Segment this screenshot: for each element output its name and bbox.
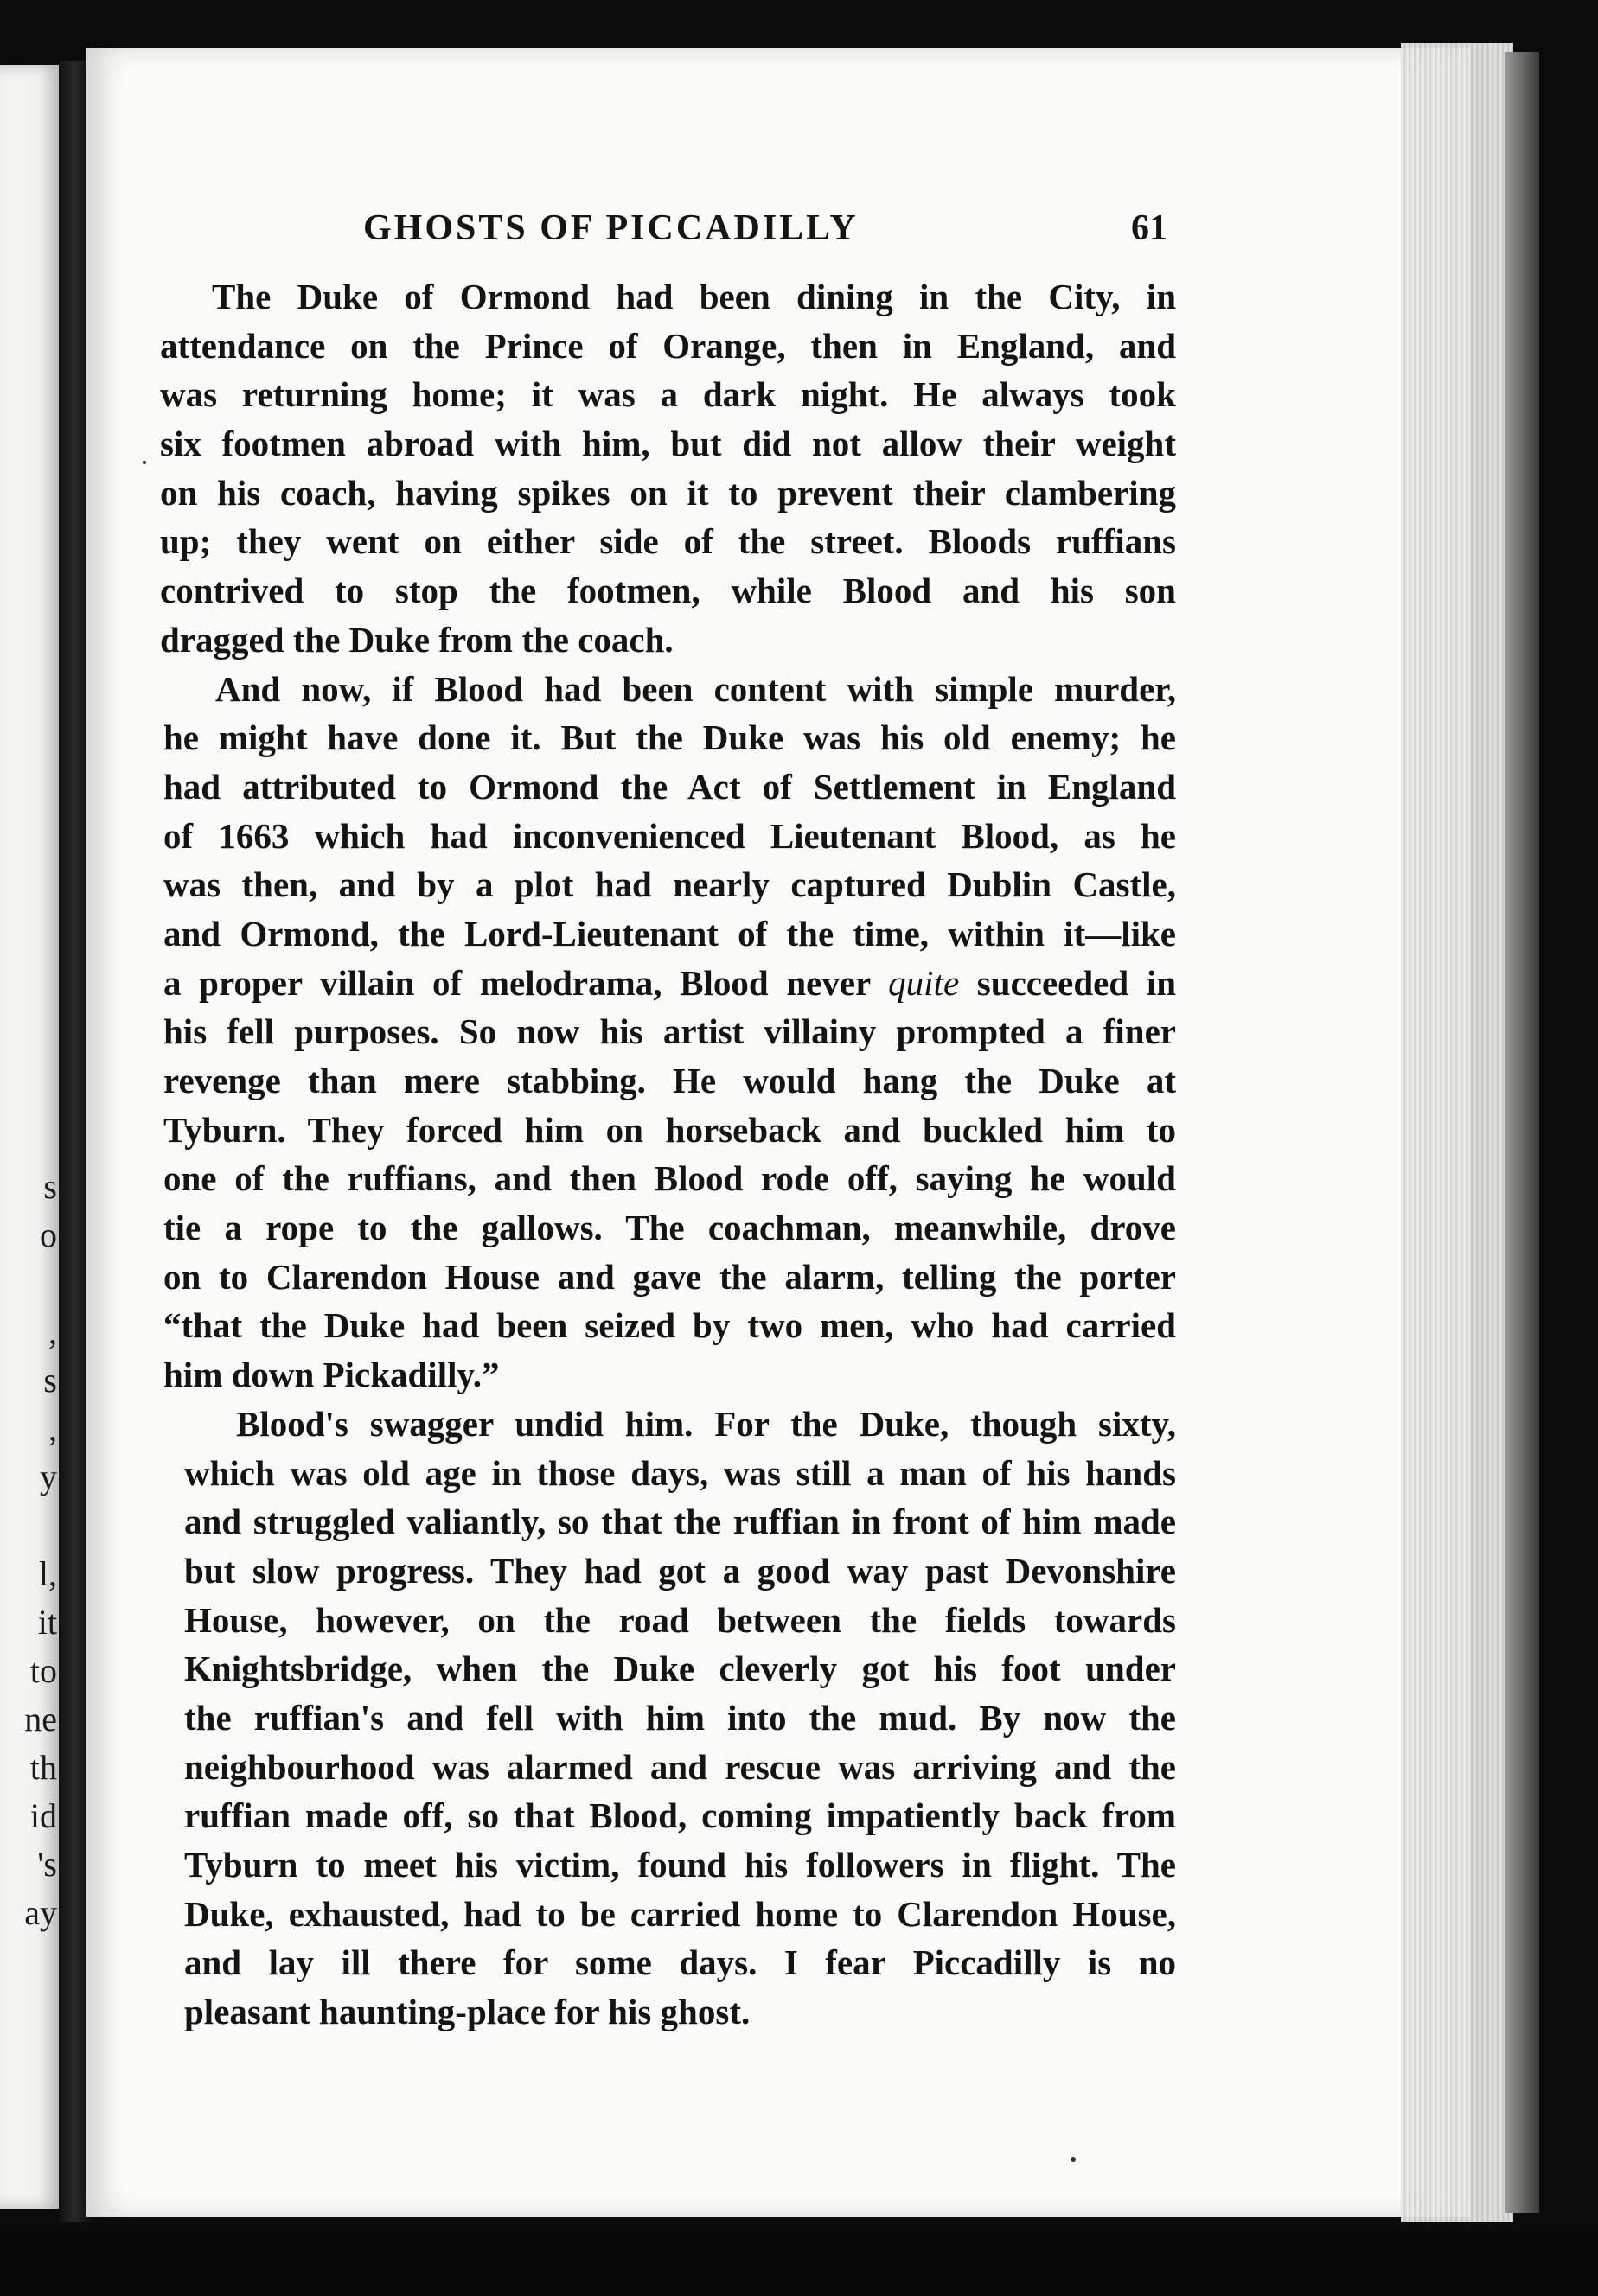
text-line: had attributed to Ormond the Act of Settlement in England [163,766,1176,807]
fragment-line: , [48,1312,57,1351]
text-line: contrived to stop the footmen, while Blood and his son [160,571,1176,611]
fragment-line: y [40,1457,57,1496]
text-line: dragged the Duke from the coach. [160,619,674,660]
text-line: on to Clarendon House and gave the alarm, telling the porter [163,1256,1176,1297]
text-line: six footmen abroad with him, but did not allow their weight [160,424,1176,464]
running-title: GHOSTS OF PICCADILLY [363,208,859,248]
text-line: his fell purposes. So now his artist villainy prompted a finer [163,1011,1176,1052]
page-leaves-shadow [1505,52,1539,2213]
text-line: but slow progress. They had got a good way past Devonshire [184,1550,1176,1591]
text-line: Tyburn. They forced him on horseback and buckled him to [163,1109,1176,1150]
paragraph-3 [184,1400,1176,2037]
fragment-line: it [37,1603,57,1642]
fragment-line: ne [24,1700,57,1738]
ink-speck [1071,2157,1076,2162]
text-line: him down Pickadilly.” [163,1355,500,1395]
text-line: one of the ruffians, and then Blood rode off, saying he would [163,1158,1176,1199]
text-line: Knightsbridge, when the Duke cleverly got his foot under [184,1649,1176,1689]
text-line: and lay ill there for some days. I fear Piccadilly is no [184,1942,1176,1983]
text-line: attendance on the Prince of Orange, then in England, and [160,325,1176,366]
running-header [363,207,1167,259]
text-line: up; they went on either side of the street. Bloods ruffians [160,521,1176,562]
text-line: and struggled valiantly, so that the ruffian in front of him made [184,1502,1176,1542]
page-body-text [160,272,1176,2037]
fragment-line [0,1260,61,1308]
ink-speck [143,461,146,464]
text-line: Blood's swagger undid him. For the Duke, though sixty, [236,1403,1176,1444]
text-line: ruffian made off, so that Blood, coming impatiently back from [184,1795,1176,1836]
previous-page-text-fragments [0,1163,61,1937]
text-line: he might have done it. But the Duke was his old enemy; he [163,718,1176,758]
fragment-line: o [40,1215,57,1254]
text-line: was returning home; it was a dark night. He always took [160,374,1176,415]
text-line: tie a rope to the gallows. The coachman, meanwhile, drove [163,1208,1176,1248]
fragment-line: ay [24,1893,57,1932]
text-line: “that the Duke had been seized by two men, who had carried [163,1305,1176,1346]
text-line: and Ormond, the Lord-Lieutenant of the time, within it—like [163,913,1176,953]
fragment-line: th [29,1748,57,1787]
fragment-line [0,1502,61,1550]
text-line: the ruffian's and fell with him into the mud. By now the [184,1697,1176,1738]
fragment-line: l, [38,1554,57,1593]
previous-page-edge [0,65,62,2209]
text-line: House, however, on the road between the fields towards [184,1599,1176,1640]
text-line: was then, and by a plot had nearly captured Dublin Castle, [163,864,1176,905]
book-gutter [59,61,90,2222]
paragraph-2 [163,665,1176,1400]
paragraph-1 [160,272,1176,665]
text-line: neighbourhood was alarmed and rescue was arriving and the [184,1746,1176,1787]
fragment-line: 's [37,1845,57,1884]
text-line: Tyburn to meet his victim, found his followers in flight. The [184,1845,1176,1885]
text-line: Duke, exhausted, had to be carried home to Clarendon House, [184,1893,1176,1934]
text-line: which was old age in those days, was still a man of his hands [184,1452,1176,1493]
text-line: pleasant haunting-place for his ghost. [184,1992,751,2032]
fragment-line: s [43,1361,57,1400]
page-leaves-edge [1401,43,1513,2222]
text-line: And now, if Blood had been content with simple murder, [215,668,1176,709]
fragment-line: s [43,1167,57,1206]
italic-word: quite [888,962,960,1003]
text-segment: a proper villain of melodrama, Blood never [163,962,889,1003]
text-line: of 1663 which had inconvenienced Lieutenant Blood, as he [163,815,1176,856]
text-line-with-italic [163,959,1176,1008]
fragment-line: id [29,1796,57,1835]
text-segment: succeeded in [959,962,1176,1003]
page-number: 61 [1131,208,1167,248]
text-line: revenge than mere stabbing. He would hang the Duke at [163,1061,1176,1100]
fragment-line: to [29,1651,57,1690]
text-line: on his coach, having spikes on it to prevent their clambering [160,472,1176,513]
scan-bottom-border [0,2230,1598,2296]
text-line: The Duke of Ormond had been dining in the City, in [212,277,1176,316]
fragment-line: , [48,1409,57,1448]
